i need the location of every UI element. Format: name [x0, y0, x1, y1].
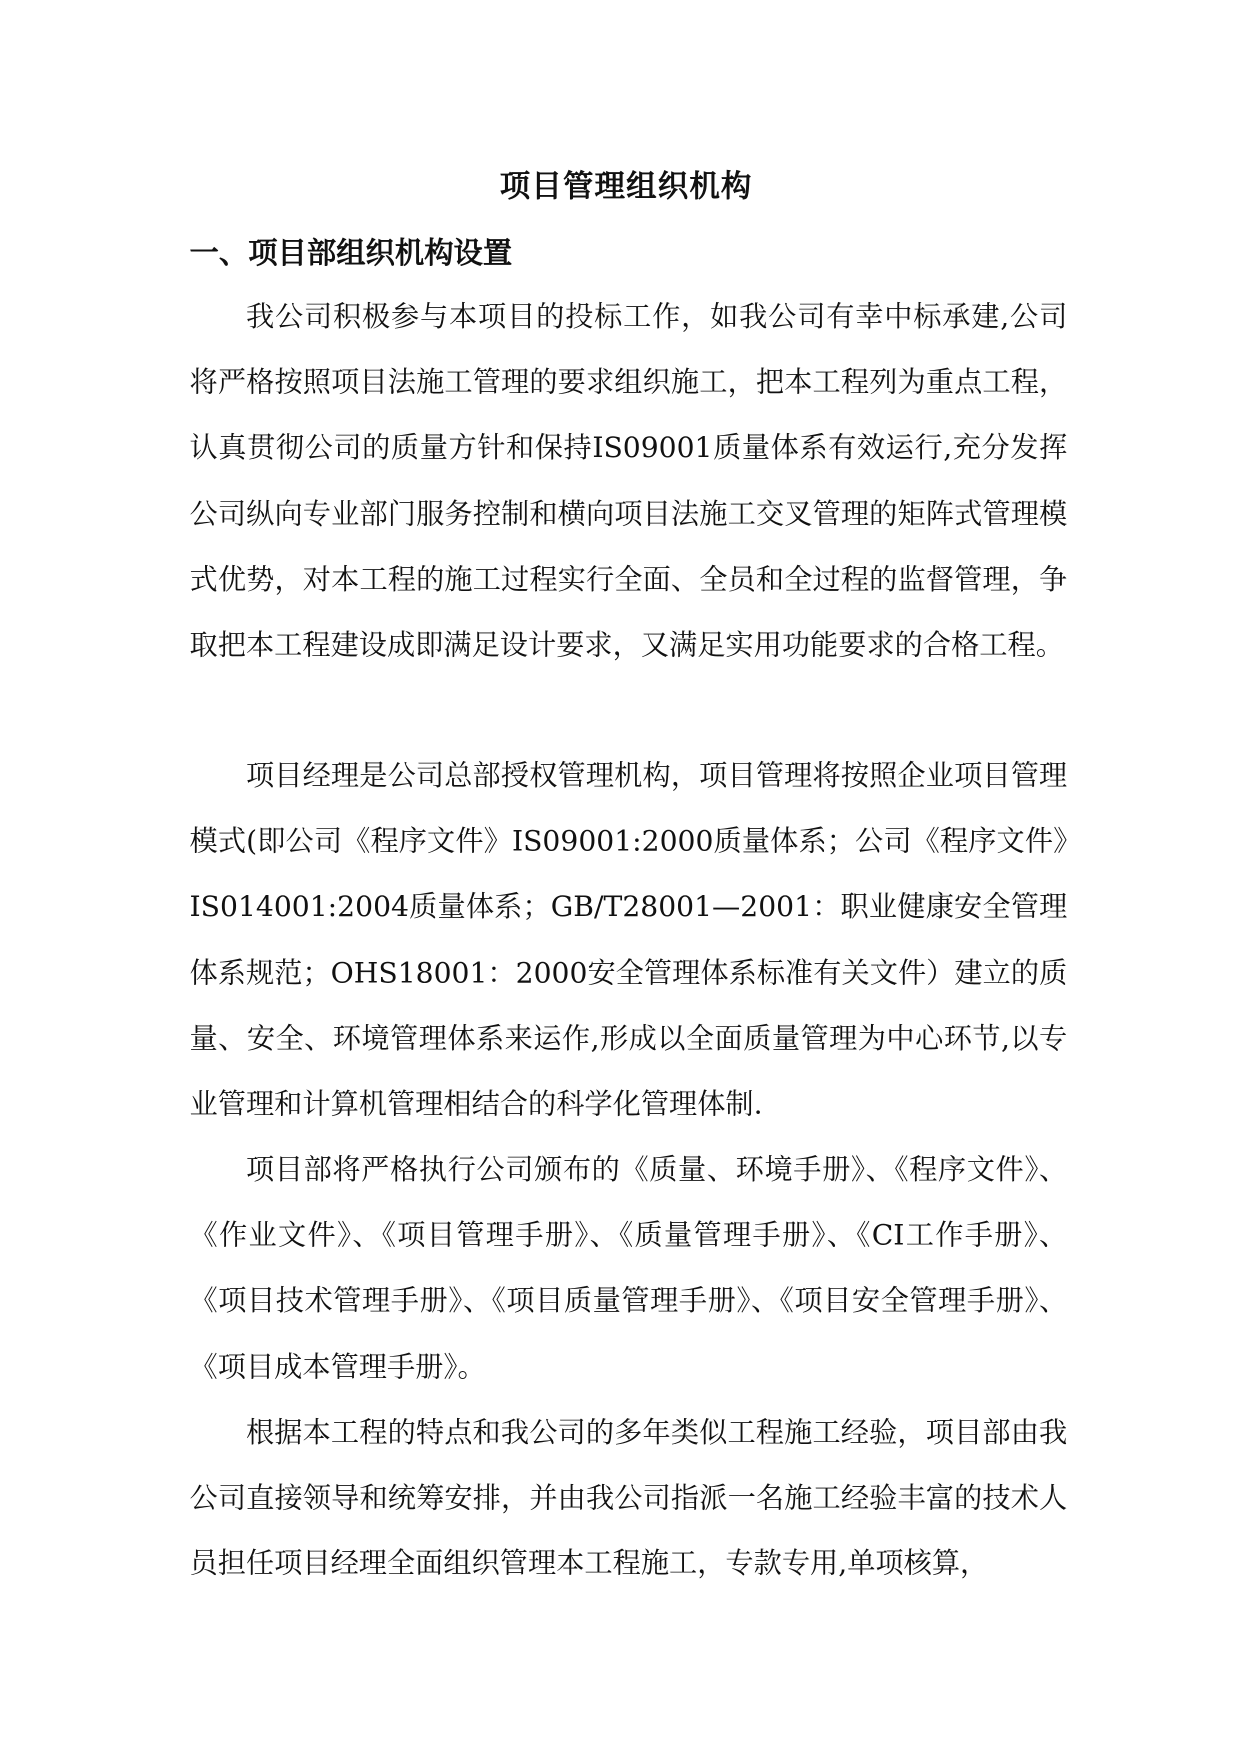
paragraph-4: 根据本工程的特点和我公司的多年类似工程施工经验，项目部由我公司直接领导和统筹安排，并由我公司指派一名施工经验丰富的技术人员担任项目经理全面组织管理本工程施工，专款专用,单项核算， [189, 1415, 1068, 1580]
section-heading: 一、项目部组织机构设置 [189, 236, 513, 271]
paragraph-2: 项目经理是公司总部授权管理机构，项目管理将按照企业项目管理模式(即公司《程序文件》IS09001:2000质量体系；公司《程序文件》IS014001:2004质量体系；GB/T28001—2001：职业健康安全管理体系规范；OHS18001：2000安全管理体系标准有关文件）建立的质量、安全、环境管理体系来运作,形成以全面质量管理为中心环节,以专业管理和计算机管理相结合的科学化管理体制. [189, 759, 1068, 1121]
document-title: 项目管理组织机构 [499, 169, 753, 205]
paragraph-3: 项目部将严格执行公司颁布的《质量、环境手册》、《程序文件》、《作业文件》、《项目管理手册》、《质量管理手册》、《CI工作手册》、《项目技术管理手册》、《项目质量管理手册》、《项目安全管理手册》、《项目成本管理手册》。 [189, 1153, 1068, 1383]
paragraph-1: 我公司积极参与本项目的投标工作，如我公司有幸中标承建,公司将严格按照项目法施工管理的要求组织施工，把本工程列为重点工程，认真贯彻公司的质量方针和保持IS09001质量体系有效运行,充分发挥公司纵向专业部门服务控制和横向项目法施工交叉管理的矩阵式管理模式优势，对本工程的施工过程实行全面、全员和全过程的监督管理，争取把本工程建设成即满足设计要求，又满足实用功能要求的合格工程。 [189, 300, 1068, 662]
